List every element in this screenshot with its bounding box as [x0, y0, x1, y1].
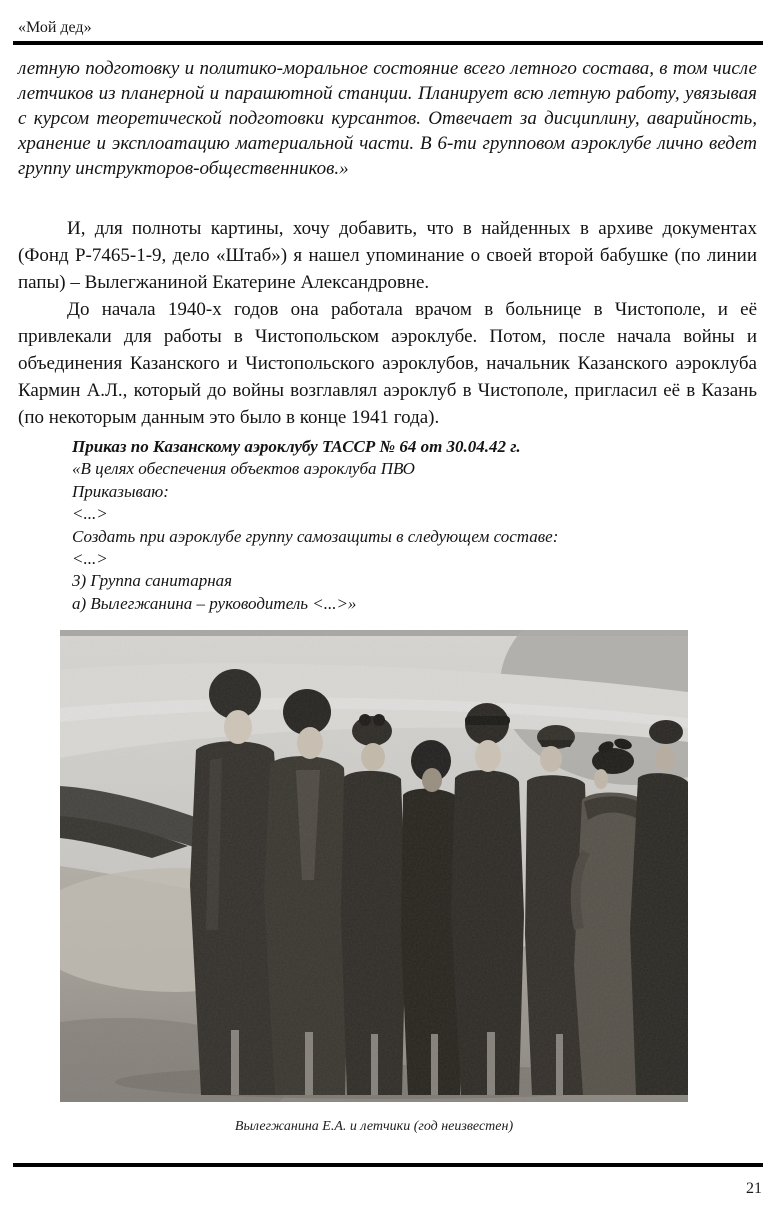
order-line: Создать при аэроклубе группу самозащиты в следующем составе:	[72, 526, 559, 546]
body-paragraph-2: До начала 1940-х годов она работала врачом в больнице в Чистополе, и её привлекали для работы в Чистопольском аэроклубе. Потом, после начала войны и объединения Казанского и Чистопольского аэроклубов, начальник Казанского аэроклуба Кармин А.Л., который до войны возглавлял аэроклуб в Чистополе, пригласил её в Казань (по некоторым данным это было в конце 1941 года).	[18, 299, 757, 428]
order-quote-block	[72, 436, 732, 615]
order-line: «В целях обеспечения объектов аэроклуба ПВО	[72, 459, 415, 479]
order-line: а) Вылегжанина – руководитель <...>»	[72, 593, 357, 613]
order-title: Приказ по Казанскому аэроклубу ТАССР № 64 от 30.04.42 г.	[72, 437, 521, 456]
running-header: «Мой дед»	[18, 19, 92, 36]
footer-rule	[13, 1163, 763, 1167]
pilots-photo	[60, 630, 688, 1102]
pilots-photo-image	[60, 630, 688, 1102]
order-line: <...>	[72, 549, 108, 569]
header-rule	[13, 41, 763, 45]
order-line: Приказываю:	[72, 481, 169, 501]
page-number: 21	[746, 1180, 762, 1197]
body-text	[18, 215, 757, 431]
order-line: <...>	[72, 504, 108, 524]
photo-caption: Вылегжанина Е.А. и летчики (год неизвестен)	[234, 1119, 514, 1134]
body-paragraph-1: И, для полноты картины, хочу добавить, что в найденных в архиве документах (Фонд Р-7465-1-9, дело «Штаб») я нашел упоминание о своей второй бабушке (по линии папы) – Вылегжаниной Екатерине Александровне.	[18, 218, 757, 293]
quote-continuation-paragraph: летную подготовку и политико-моральное состояние всего летного состава, в том числе летчиков из планерной и парашютной станции. Планирует всю летную работу, увязывая с курсом теоретической подготовки курсантов. Отвечает за дисциплину, аварийность, хранение и эксплоатацию материальной части. В 6-ти групповом аэроклубе лично ведет группу инструкторов-общественников.»	[18, 58, 757, 179]
order-line: 3) Группа санитарная	[72, 571, 233, 591]
